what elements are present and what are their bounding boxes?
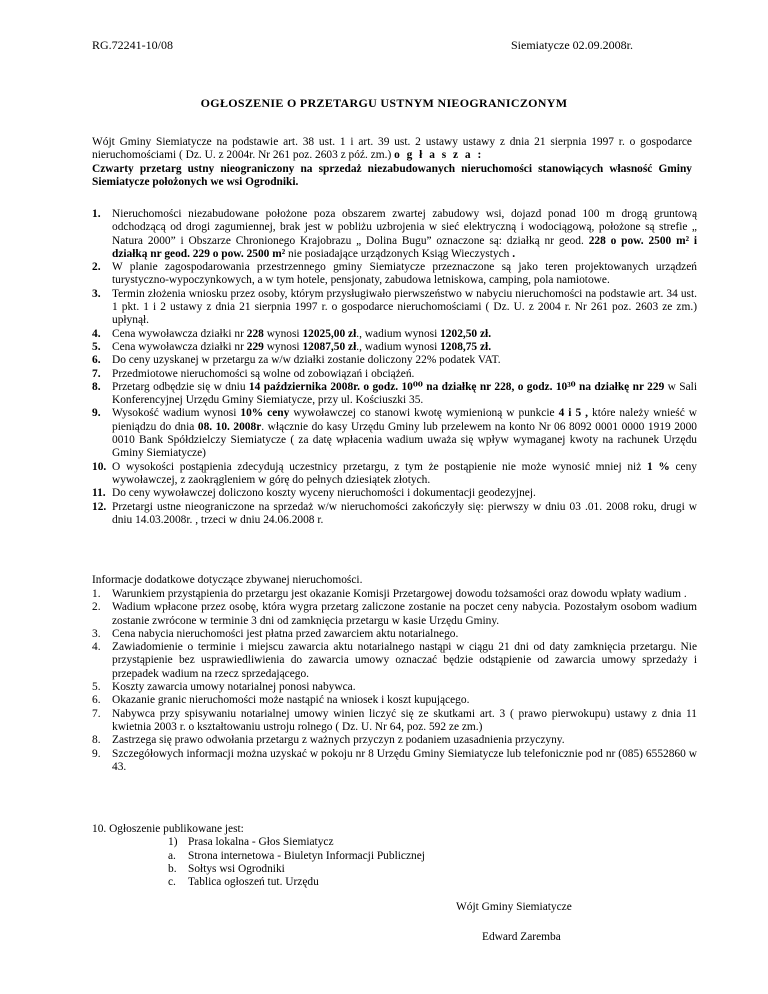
- additional-text: Nabywca przy spisywaniu notarialnej umowy winien liczyć się ze skutkami art. 3 ( prawo pierwokupu) ustawy z dnia 11 kwietnia 2003 r. o kształtowaniu ustroju rolnego ( Dz. U. Nr 64, poz. 592 ze zm.): [112, 707, 697, 733]
- document-title: OGŁOSZENIE O PRZETARGU USTNYM NIEOGRANICZONYM: [200, 96, 568, 110]
- text: ., wadium wynosi: [356, 340, 441, 353]
- text: Termin złożenia wniosku przez osoby, którym przysługiwało pierwszeństwo w nabyciu nieruchomości na podstawie art. 34 ust. 1 pkt. 1 i 2 ustawy z dnia 21 sierpnia 1997 r. o gospodarce nieruchomościami ( Dz. U. z 2004 r. Nr 261 poz. 2603 ze zm.) upłynął.: [112, 287, 697, 327]
- publication-heading: 10. Ogłoszenie publikowane jest:: [92, 823, 244, 835]
- text: Cena wywoławcza działki nr: [112, 327, 247, 340]
- additional-text: Warunkiem przystąpienia do przetargu jest okazanie Komisji Przetargowej dowodu tożsamości oraz dowodu wpłaty wadium .: [112, 588, 687, 600]
- text: Przedmiotowe nieruchomości są wolne od zobowiązań i obciążeń.: [112, 367, 415, 380]
- additional-info-list: [92, 588, 697, 774]
- publication-marker: a.: [168, 849, 176, 862]
- additional-item: [92, 694, 697, 707]
- publication-item: [92, 863, 592, 876]
- bold-text: .: [512, 247, 516, 260]
- publication-marker: c.: [168, 876, 176, 889]
- condition-number: 6.: [92, 354, 101, 367]
- publication-item: [92, 836, 592, 849]
- text: wynosi: [263, 327, 303, 340]
- additional-item: [92, 748, 697, 775]
- additional-text: Cena nabycia nieruchomości jest płatna przed zawarciem aktu notarialnego.: [112, 627, 459, 640]
- text: Do ceny wywoławczej doliczono koszty wyceny nieruchomości i dokumentacji geodezyjnej.: [112, 487, 536, 500]
- additional-item: [92, 734, 697, 747]
- bold-text: 1208,75 zł.: [440, 340, 492, 353]
- additional-text: Zastrzega się prawo odwołania przetargu z ważnych przyczyn z podaniem uzasadnienia przyczyny.: [112, 734, 565, 747]
- condition-number: 10.: [92, 460, 107, 473]
- conditions-list: [92, 208, 697, 527]
- bold-text: 12087,50 zł: [302, 340, 357, 353]
- text: ., wadium wynosi: [356, 327, 441, 340]
- additional-number: 1.: [92, 588, 101, 600]
- additional-number: 8.: [92, 734, 101, 747]
- reference-number: RG.72241-10/08: [92, 38, 173, 52]
- bold-text: 10% ceny: [240, 407, 290, 420]
- bold-text: 229: [246, 340, 264, 353]
- condition-item: [92, 407, 697, 460]
- additional-item: [92, 628, 697, 641]
- announces-word: o g ł a s z a :: [394, 149, 484, 162]
- text: nie posiadające urządzonych Ksiąg Wieczystych: [285, 247, 513, 260]
- additional-text: Koszty zawarcia umowy notarialnej ponosi nabywca.: [112, 681, 356, 694]
- condition-item: [92, 368, 697, 381]
- additional-number: 4.: [92, 641, 101, 654]
- additional-number: 9.: [92, 747, 101, 760]
- text: Wysokość wadium wynosi: [112, 407, 241, 420]
- additional-number: 6.: [92, 694, 101, 707]
- bold-text: 228: [246, 327, 264, 340]
- additional-text: Okazanie granic nieruchomości może nastąpić na wniosek i koszt kupującego.: [112, 694, 470, 707]
- additional-text: Wadium wpłacone przez osobę, która wygra przetarg zaliczone zostanie na poczet ceny nabycia. Pozostałym osobom wadium zostanie zwrócone w terminie 3 dni od zamknięcia przetargu w kasie Urzędu Gminy.: [112, 601, 697, 627]
- bold-text: 4 i 5 ,: [558, 407, 589, 420]
- additional-number: 3.: [92, 627, 101, 640]
- condition-item: [92, 288, 697, 328]
- additional-info-heading: Informacje dodatkowe dotyczące zbywanej nieruchomości.: [92, 574, 363, 586]
- text: Do ceny uzyskanej w przetargu za w/w działki zostanie doliczony 22% podatek VAT.: [112, 354, 501, 367]
- text: które należy wnieść w pieniądzu do dnia: [112, 407, 698, 433]
- additional-item: [92, 601, 697, 628]
- publication-text: Tablica ogłoszeń tut. Urzędu: [188, 876, 319, 889]
- condition-item: [92, 354, 697, 367]
- text: O wysokości postąpienia zdecydują uczestnicy przetargu, z tym że postąpienie nie może wynosić mniej niż: [112, 460, 647, 473]
- condition-number: 5.: [92, 340, 101, 353]
- condition-number: 12.: [92, 500, 107, 513]
- condition-number: 3.: [92, 287, 101, 300]
- text: ceny wywoławczej, z zaokrągleniem w górę do pełnych dziesiątek złotych.: [112, 460, 697, 486]
- additional-text: Szczegółowych informacji można uzyskać w pokoju nr 8 Urzędu Gminy Siemiatycze lub telefonicznie pod nr (085) 6552860 w 43.: [112, 747, 697, 773]
- additional-item: [92, 708, 697, 735]
- intro-bold-statement: Czwarty przetarg ustny nieograniczony na sprzedaż niezabudowanych nieruchomości stanowiących własność Gminy Siemiatycze położonych we wsi Ogrodniki.: [92, 162, 692, 188]
- additional-item: [92, 681, 697, 694]
- condition-item: [92, 328, 697, 341]
- additional-item: [92, 588, 697, 601]
- condition-item: [92, 341, 697, 354]
- additional-item: [92, 641, 697, 681]
- publication-item: [92, 850, 592, 863]
- signature-name: Edward Zaremba: [482, 931, 561, 943]
- publication-item: [92, 876, 592, 889]
- condition-number: 4.: [92, 327, 101, 340]
- signature-office: Wójt Gminy Siemiatycze: [456, 901, 572, 913]
- condition-number: 1.: [92, 208, 101, 220]
- condition-number: 11.: [92, 487, 106, 500]
- publication-marker: 1): [168, 836, 178, 849]
- publication-text: Strona internetowa - Biuletyn Informacji Publicznej: [188, 849, 425, 862]
- bold-text: 228 o pow. 2500 m² i działką nr geod. 229 o pow. 2500 m²: [112, 234, 697, 260]
- intro-paragraph: [92, 136, 692, 189]
- text: w Sali Konferencyjnej Urzędu Gminy Siemiatycze, przy ul. Kościuszki 35.: [112, 380, 697, 407]
- text: Nieruchomości niezabudowane położone poza obszarem zwartej zabudowy wsi, dojazd ponad 100 m drogą gruntową odchodzącą od drogi zagumiennej, brak jest w pobliżu uzbrojenia w sieć elektryczną i wodociągową, położone są strefie „ Natura 2000” i Obszarze Chronionego Krajobrazu „ Dolina Bugu” oznaczone są: działką nr geod.: [112, 208, 697, 247]
- condition-item: [92, 261, 697, 288]
- condition-item: [92, 208, 697, 261]
- additional-number: 7.: [92, 707, 101, 720]
- text: W planie zagospodarowania przestrzennego gminy Siemiatycze przeznaczone są jako teren projektowanych urządzeń turystyczno-wypoczynkowych, a w tym hotele, pensjonaty, zabudowa letniskowa, camping, pola namiotowe.: [112, 261, 697, 287]
- bold-text: 12025,00 zł: [302, 327, 357, 340]
- place-and-date: Siemiatycze 02.09.2008r.: [511, 38, 633, 52]
- publication-section: [92, 823, 592, 889]
- publication-marker: b.: [168, 862, 177, 875]
- publication-list: [92, 836, 592, 889]
- text: Przetargi ustne nieograniczone na sprzedaż w/w nieruchomości zakończyły się: pierwszy w dniu 03 .01. 2008 roku, drugi w dniu 14.03.2008r. , trzeci w dniu 24.06.2008 r.: [112, 500, 697, 526]
- text: wywoławczej co stanowi kwotę wymienioną w punkcie: [289, 407, 559, 420]
- condition-item: [92, 487, 697, 500]
- publication-text: Prasa lokalna - Głos Siemiatycz: [188, 836, 334, 849]
- bold-text: 14 października 2008r. o godz. 10⁰⁰ na działkę nr 228, o godz. 10³⁰ na działkę nr 229: [248, 380, 665, 393]
- text: Cena wywoławcza działki nr: [112, 340, 247, 353]
- condition-number: 7.: [92, 367, 101, 380]
- text: Przetarg odbędzie się w dniu: [112, 380, 249, 393]
- intro-text: Wójt Gminy Siemiatycze na podstawie art. 38 ust. 1 i art. 39 ust. 2 ustawy ustawy z dnia 21 sierpnia 1997 r. o gospodarce nieruchomościami ( Dz. U. z 2004r. Nr 261 poz. 2603 z póź. zm.): [92, 136, 692, 162]
- condition-number: 8.: [92, 380, 101, 393]
- bold-text: 08. 10. 2008r: [197, 420, 262, 433]
- condition-number: 9.: [92, 407, 101, 420]
- additional-text: Zawiadomienie o terminie i miejscu zawarcia aktu notarialnego nastąpi w ciągu 21 dni od daty zamknięcia przetargu. Nie przystąpienie bez usprawiedliwienia do zawarcia umowy oznaczać będzie odstąpienie od zawarcia umowy sprzedaży i przepadek wadium na rzecz sprzedającego.: [112, 641, 697, 680]
- bold-text: 1202,50 zł.: [440, 327, 492, 340]
- condition-item: [92, 381, 697, 408]
- text: wynosi: [263, 340, 303, 353]
- bold-text: 1 %: [646, 460, 670, 473]
- additional-number: 2.: [92, 601, 101, 614]
- publication-text: Sołtys wsi Ogrodniki: [188, 862, 285, 875]
- additional-number: 5.: [92, 681, 101, 694]
- condition-number: 2.: [92, 261, 101, 274]
- condition-item: [92, 461, 697, 488]
- condition-item: [92, 501, 697, 528]
- text: . włącznie do kasy Urzędu Gminy lub przelewem na konto Nr 06 8092 0001 0000 1919 2000 0010 Bank Spółdzielczy Siemiatycze ( za datę wpłacenia wadium uważa się wpływ wymaganej kwoty na rachunek Urzędu Gminy Siemiatycze): [112, 420, 697, 460]
